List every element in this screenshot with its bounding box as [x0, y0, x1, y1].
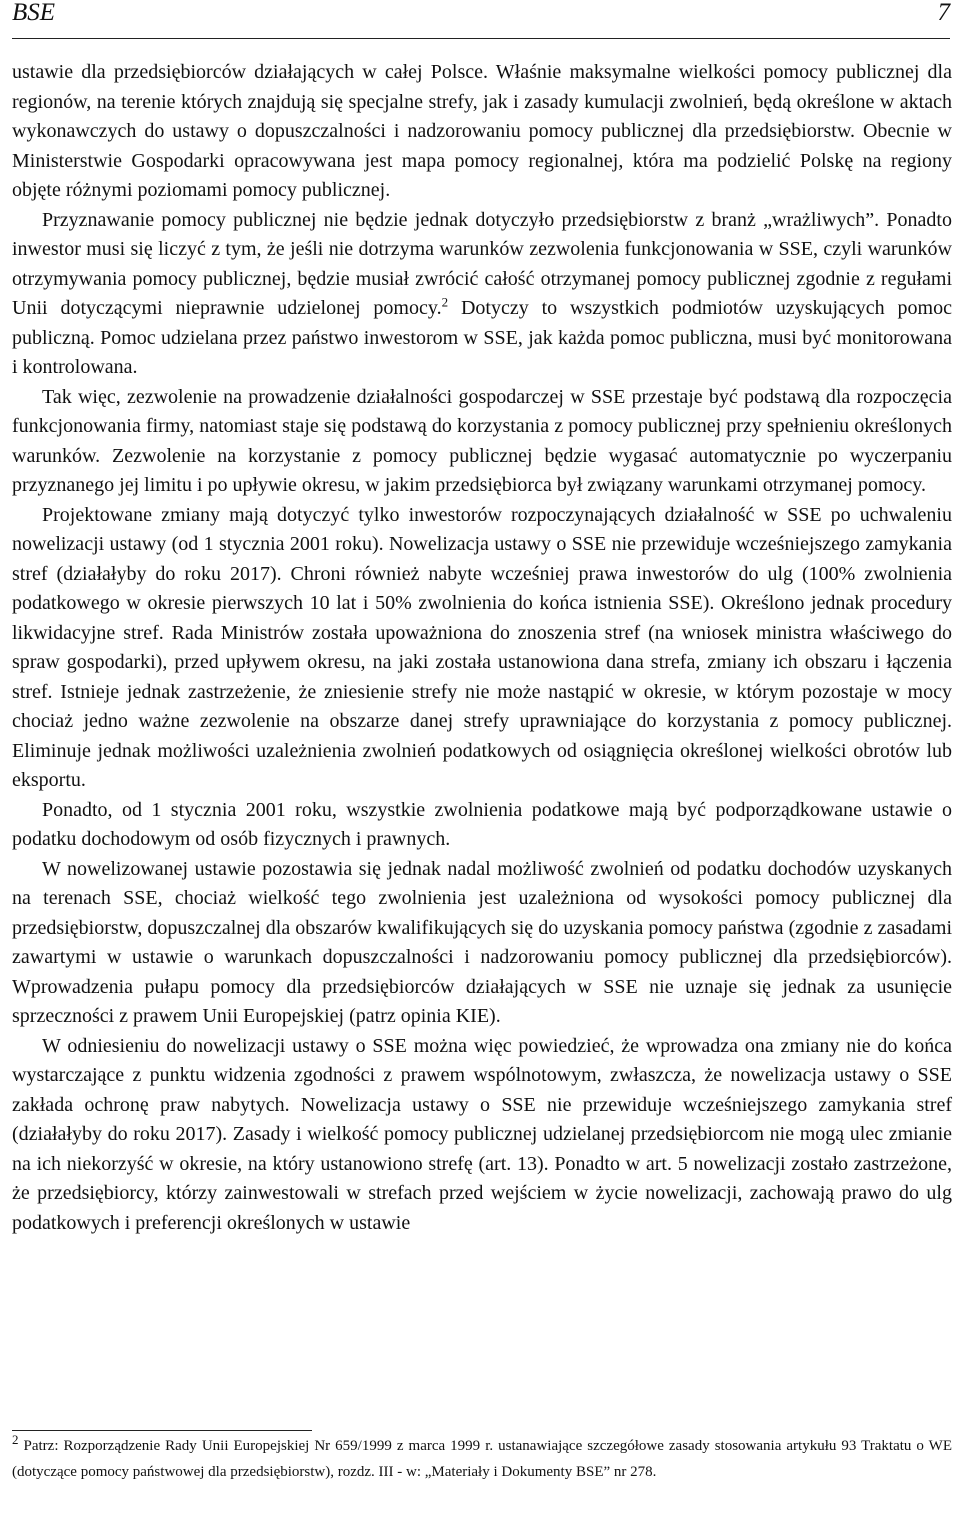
journal-abbreviation: BSE — [12, 0, 56, 26]
paragraph-3: Tak więc, zezwolenie na prowadzenie działalności gospodarczej w SSE przestaje być podstawą dla rozpoczęcia funkcjonowania firmy, natomiast staje się podstawą do korzystania z pomocy publicznej przy spełnieniu określonych warunków. Zezwolenie na korzystanie z pomocy publicznej będzie wygasać automatycznie po wyczerpaniu przyznanego jej limitu i po upływie okresu, w jakim przedsiębiorca był związany warunkami otrzymanej pomocy. — [12, 385, 952, 496]
paragraph-2-main: Przyznawanie pomocy publicznej nie będzie jednak dotyczyło przedsiębiorstw z branż „wrażliwych”. Ponadto inwestor musi się liczyć z tym, że jeśli nie dotrzyma warunków zezwolenia funkcjonowania w SSE, czyli warunków otrzymywania pomocy publicznej, będzie musiał zwrócić całość otrzymanej pomocy publicznej zgodnie z regułami Unii dotyczącymi nieprawnie udzielonej pomocy. — [12, 208, 952, 319]
paragraph-4: Projektowane zmiany mają dotyczyć tylko inwestorów rozpoczynających działalność w SSE po uchwaleniu nowelizacji ustawy (od 1 stycznia 2001 roku). Nowelizacja ustawy o SSE nie przewiduje wcześniejszego zamykania stref (działałyby do roku 2017). Chroni również nabyte wcześniej prawa inwestorów do ulg (100% zwolnienia podatkowego w okresie pierwszych 10 lat i 50% zwolnienia do końca istnienia SSE). Określono jednak procedury likwidacyjne stref. Rada Ministrów została upoważniona do znoszenia stref (na wniosek ministra właściwego do spraw gospodarki), przed upływem okresu, na jaki została ustanowiona dana strefa, zmiany ich obszaru i łączenia stref. Istnieje jednak zastrzeżenie, że zniesienie strefy nie może nastąpić w okresie, w którym pozostaje w mocy chociaż jedno ważne zezwolenie na obszarze danej strefy uprawniające do korzystania z pomocy publicznej. Eliminuje jednak możliwości uzależnienia zwolnień podatkowych od osiągnięcia określonej wielkości obrotów lub eksportu. — [12, 503, 952, 791]
footnote-reference: 2 — [441, 294, 449, 310]
page-header — [12, 0, 950, 39]
footnote-number: 2 — [12, 1432, 19, 1447]
paragraph-7: W odniesieniu do nowelizacji ustawy o SSE można więc powiedzieć, że wprowadza ona zmiany nie do końca wystarczające z punktu widzenia zgodności z prawem wspólnotowym, zwłaszcza, że nowelizacja ustawy o SSE zakłada ochronę praw nabytych. Nowelizacja ustawy o SSE nie przewiduje wcześniejszego zamykania stref (działałyby do roku 2017). Zasady i wielkość pomocy publicznej udzielanej przedsiębiorcom nie mogą ulec zmianie na ich niekorzyść w okresie, na który ustanowiono strefę (art. 13). Ponadto w art. 5 nowelizacji zostało zastrzeżone, że przedsiębiorcy, którzy zainwestowali w strefach przed wejściem w życie nowelizacji, zachowają prawo do ulg podatkowych i preferencji określonych w ustawie — [12, 1034, 952, 1234]
page-number: 7 — [937, 0, 950, 26]
paragraph-2 — [12, 206, 952, 383]
paragraph-6: W nowelizowanej ustawie pozostawia się jednak nadal możliwość zwolnień od podatku dochodów uzyskanych na terenach SSE, chociaż wielkość tego zwolnienia jest uzależniona od wysokości pomocy publicznej dla przedsiębiorstw, dopuszczalnej dla obszarów kwalifikujących się do uzyskania pomocy państwa (zgodnie z zasadami zawartymi w ustawie o warunkach dopuszczalności i nadzorowaniu pomocy publicznej dla przedsiębiorców). Wprowadzenia pułapu pomocy dla przedsiębiorców działających w SSE nie uznaje się jednak za usunięcie sprzeczności z prawem Unii Europejskiej (patrz opinia KIE). — [12, 857, 952, 1027]
body-text — [12, 58, 952, 1238]
footnote-text: Patrz: Rozporządzenie Rady Unii Europejskiej Nr 659/1999 z marca 1999 r. ustanawiające szczegółowe zasady stosowania artykułu 93 Traktatu o WE (dotyczące pomocy państwowej dla przedsiębiorstw), rozdz. III - w: „Materiały i Dokumenty BSE” nr 278. — [12, 1438, 952, 1480]
paragraph-1: ustawie dla przedsiębiorców działających w całej Polsce. Właśnie maksymalne wielkości pomocy publicznej dla regionów, na terenie których znajdują się specjalne strefy, jak i zasady kumulacji zwolnień, będą określone w aktach wykonawczych do ustawy o dopuszczalności i nadzorowaniu pomocy publicznej dla przedsiębiorstw. Obecnie w Ministerstwie Gospodarki opracowywana jest mapa pomocy regionalnej, która ma podzielić Polskę na regiony objęte różnymi poziomami pomocy publicznej. — [12, 61, 952, 201]
footnotes — [12, 1430, 952, 1485]
footnote-2 — [12, 1433, 952, 1485]
paragraph-5: Ponadto, od 1 stycznia 2001 roku, wszystkie zwolnienia podatkowe mają być podporządkowane ustawie o podatku dochodowym od osób fizycznych i prawnych. — [12, 798, 952, 850]
footnote-divider — [12, 1430, 312, 1431]
paragraph-2-tail: Dotyczy to wszystkich podmiotów uzyskujących pomoc publiczną. Pomoc udzielana przez państwo inwestorom w SSE, jak każda pomoc publiczna, musi być monitorowana i kontrolowana. — [12, 297, 952, 378]
